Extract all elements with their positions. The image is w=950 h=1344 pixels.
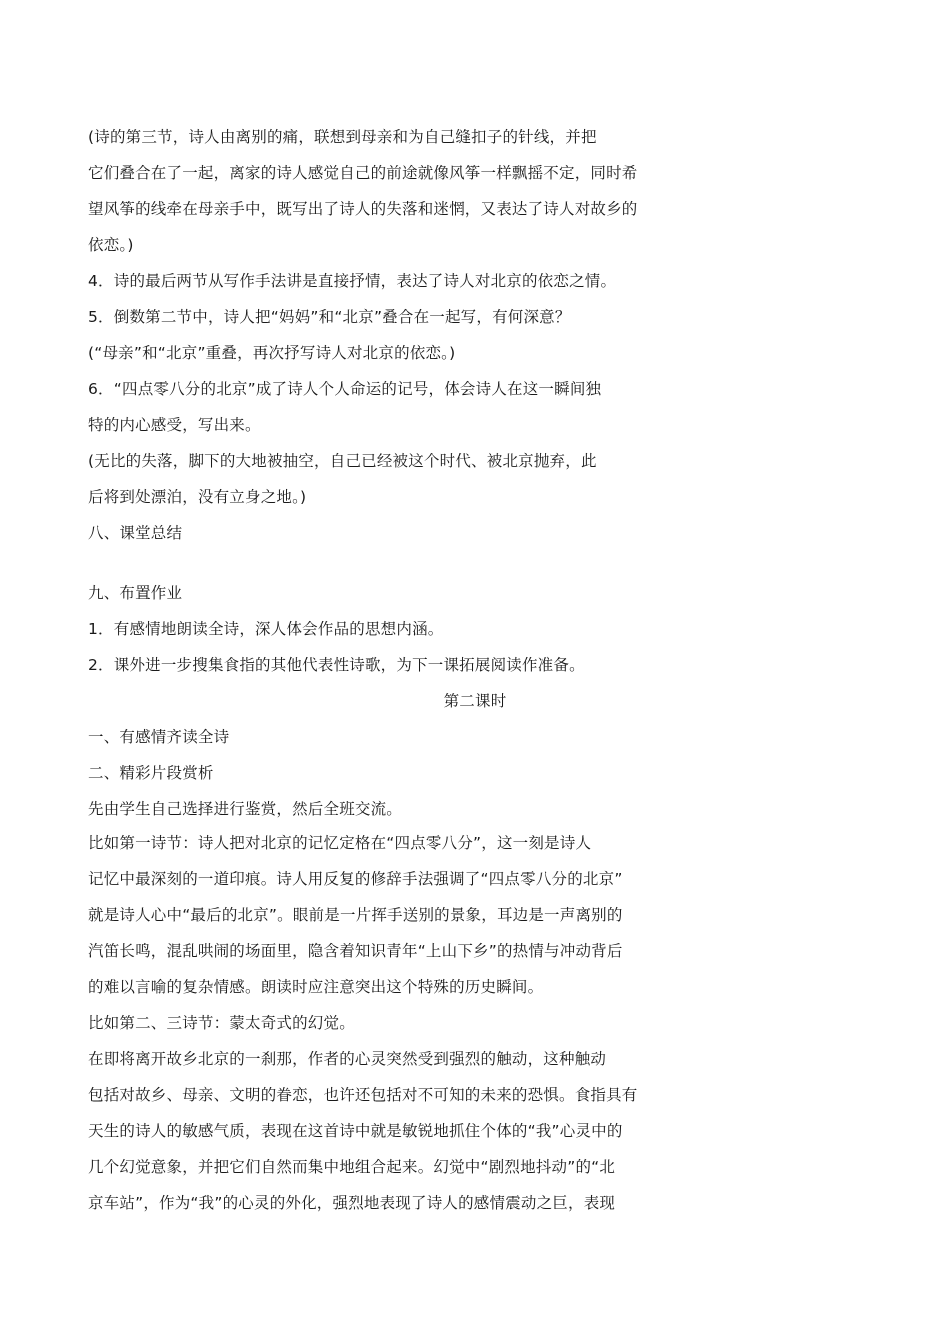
text-line: 特的内心感受，写出来。 <box>88 416 261 434</box>
text-line: (“母亲”和“北京”重叠，再次抒写诗人对北京的依恋。) <box>88 344 456 362</box>
text-line: (无比的失落，脚下的大地被抽空，自己已经被这个时代、被北京抛弃，此 <box>88 452 597 470</box>
text-line: 汽笛长鸣，混乱哄闹的场面里，隐含着知识青年“上山下乡”的热情与冲动背后 <box>88 942 623 960</box>
text-line: 在即将离开故乡北京的一刹那，作者的心灵突然受到强烈的触动，这种触动 <box>88 1050 607 1068</box>
text-line: 6．“四点零八分的北京”成了诗人个人命运的记号，体会诗人在这一瞬间独 <box>88 380 602 398</box>
text-line: 望风筝的线牵在母亲手中，既写出了诗人的失落和迷惘，又表达了诗人对故乡的 <box>88 200 638 218</box>
text-line: 包括对故乡、母亲、文明的眷恋，也许还包括对不可知的未来的恐惧。食指具有 <box>88 1086 638 1104</box>
section-heading: 一、有感情齐读全诗 <box>88 728 230 746</box>
text-line: 依恋。) <box>88 236 134 254</box>
lesson-title: 第二课时 <box>443 692 507 710</box>
text-line: 就是诗人心中“最后的北京”。眼前是一片挥手送别的景象，耳边是一声离别的 <box>88 906 623 924</box>
text-line: (诗的第三节，诗人由离别的痛，联想到母亲和为自己缝扣子的针线，并把 <box>88 128 597 146</box>
section-heading: 二、精彩片段赏析 <box>88 764 214 782</box>
text-line: 的难以言喻的复杂情感。朗读时应注意突出这个特殊的历史瞬间。 <box>88 978 544 996</box>
text-line: 天生的诗人的敏感气质，表现在这首诗中就是敏锐地抓住个体的“我”心灵中的 <box>88 1122 623 1140</box>
text-line: 几个幻觉意象，并把它们自然而集中地组合起来。幻觉中“剧烈地抖动”的“北 <box>88 1158 616 1176</box>
text-line: 1．有感情地朗读全诗，深人体会作品的思想内涵。 <box>88 620 444 638</box>
section-heading: 八、课堂总结 <box>88 524 183 542</box>
text-line: 先由学生自己选择进行鉴赏，然后全班交流。 <box>88 800 403 818</box>
text-line: 后将到处漂泊，没有立身之地。) <box>88 488 307 506</box>
text-line: 比如第一诗节：诗人把对北京的记忆定格在“四点零八分”，这一刻是诗人 <box>88 834 592 852</box>
text-line: 4．诗的最后两节从写作手法讲是直接抒情，表达了诗人对北京的依恋之情。 <box>88 272 617 290</box>
text-line: 京车站”，作为“我”的心灵的外化，强烈地表现了诗人的感情震动之巨，表现 <box>88 1194 616 1212</box>
section-heading: 九、布置作业 <box>88 584 183 602</box>
text-line: 记忆中最深刻的一道印痕。诗人用反复的修辞手法强调了“四点零八分的北京” <box>88 870 623 888</box>
text-line: 5．倒数第二节中，诗人把“妈妈”和“北京”叠合在一起写，有何深意？ <box>88 308 571 326</box>
text-line: 它们叠合在了一起，离家的诗人感觉自己的前途就像风筝一样飘摇不定，同时希 <box>88 164 638 182</box>
text-line: 比如第二、三诗节：蒙太奇式的幻觉。 <box>88 1014 355 1032</box>
text-line: 2．课外进一步搜集食指的其他代表性诗歌，为下一课拓展阅读作准备。 <box>88 656 585 674</box>
